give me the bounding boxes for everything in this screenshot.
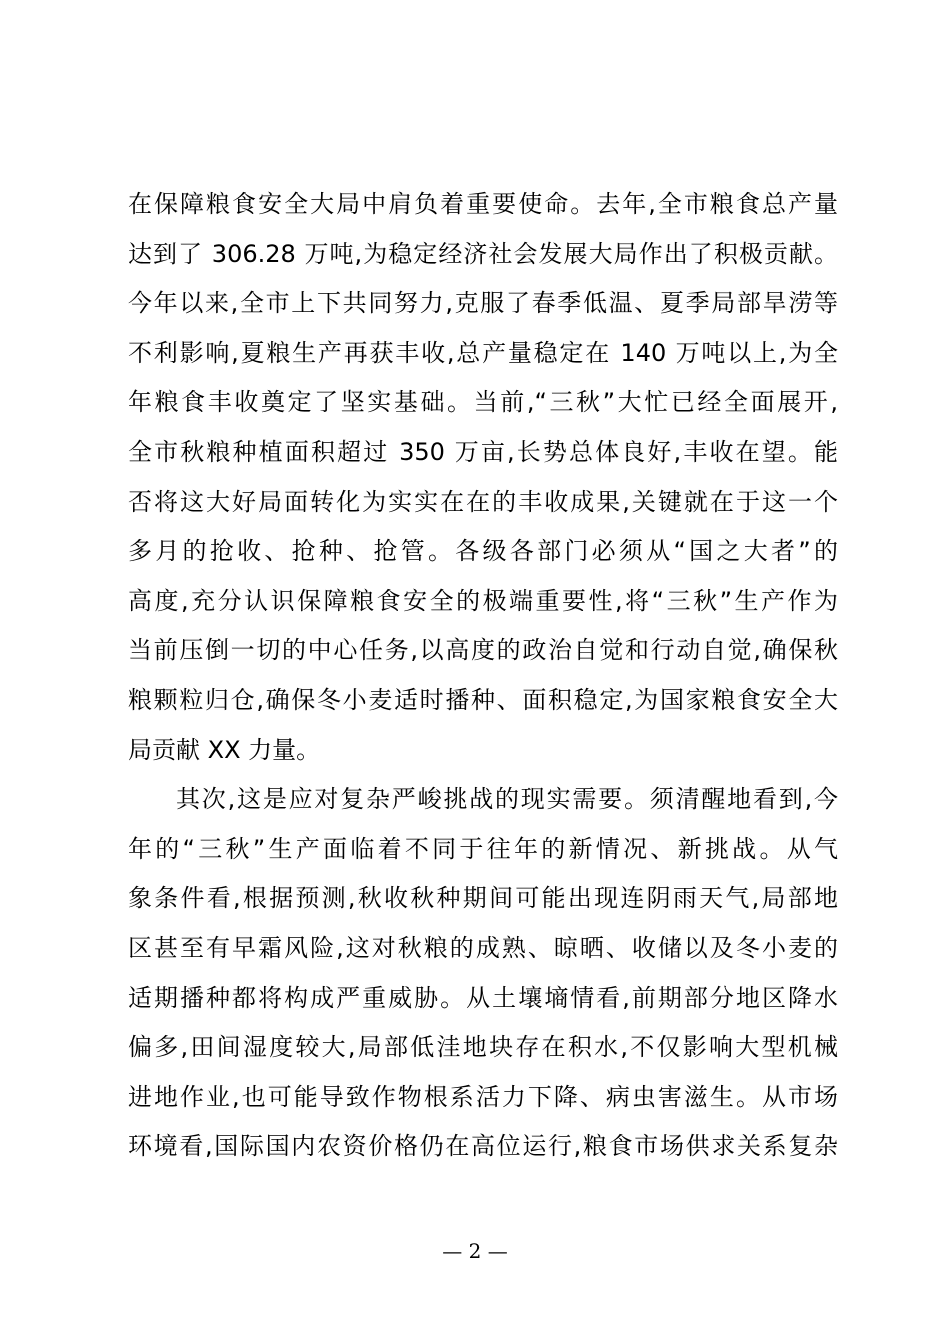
paragraph-2	[128, 775, 838, 1172]
text-line: 年的“三秋”生产面临着不同于往年的新情况、新挑战。从气	[128, 834, 838, 863]
text-line: 今年以来,全市上下共同努力,克服了春季低温、夏季局部旱涝等	[128, 289, 838, 318]
body-text	[128, 180, 838, 1172]
text-line: 多月的抢收、抢种、抢管。各级各部门必须从“国之大者”的	[128, 537, 838, 566]
text-line: 粮颗粒归仓,确保冬小麦适时播种、面积稳定,为国家粮食安全大	[128, 685, 838, 714]
paragraph-1	[128, 180, 838, 775]
text-line: 在保障粮食安全大局中肩负着重要使命。去年,全市粮食总产量	[128, 190, 838, 218]
text-line: 其次,这是应对复杂严峻挑战的现实需要。须清醒地看到,今	[176, 785, 838, 814]
text-line: 区甚至有早霜风险,这对秋粮的成熟、晾晒、收储以及冬小麦的	[128, 933, 838, 962]
page-number: — 2 —	[442, 1239, 508, 1263]
text-line: 进地作业,也可能导致作物根系活力下降、病虫害滋生。从市场	[128, 1082, 838, 1111]
text-line: 偏多,田间湿度较大,局部低洼地块存在积水,不仅影响大型机械	[128, 1033, 838, 1062]
text-line: 局贡献 XX 力量。	[128, 735, 321, 764]
text-line: 高度,充分认识保障粮食安全的极端重要性,将“三秋”生产作为	[128, 586, 838, 615]
text-line: 否将这大好局面转化为实实在在的丰收成果,关键就在于这一个	[128, 487, 838, 516]
text-line: 全市秋粮种植面积超过 350 万亩,长势总体良好,丰收在望。能	[128, 437, 838, 466]
text-line: 适期播种都将构成严重威胁。从土壤墒情看,前期部分地区降水	[128, 983, 838, 1012]
text-line: 年粮食丰收奠定了坚实基础。当前,“三秋”大忙已经全面展开,	[128, 388, 838, 417]
text-line: 不利影响,夏粮生产再获丰收,总产量稳定在 140 万吨以上,为全	[128, 338, 838, 367]
text-line: 环境看,国际国内农资价格仍在高位运行,粮食市场供求关系复杂	[128, 1132, 838, 1161]
text-line: 象条件看,根据预测,秋收秋种期间可能出现连阴雨天气,局部地	[128, 884, 838, 913]
text-line: 达到了 306.28 万吨,为稳定经济社会发展大局作出了积极贡献。	[128, 239, 838, 268]
text-line: 当前压倒一切的中心任务,以高度的政治自觉和行动自觉,确保秋	[128, 636, 838, 665]
